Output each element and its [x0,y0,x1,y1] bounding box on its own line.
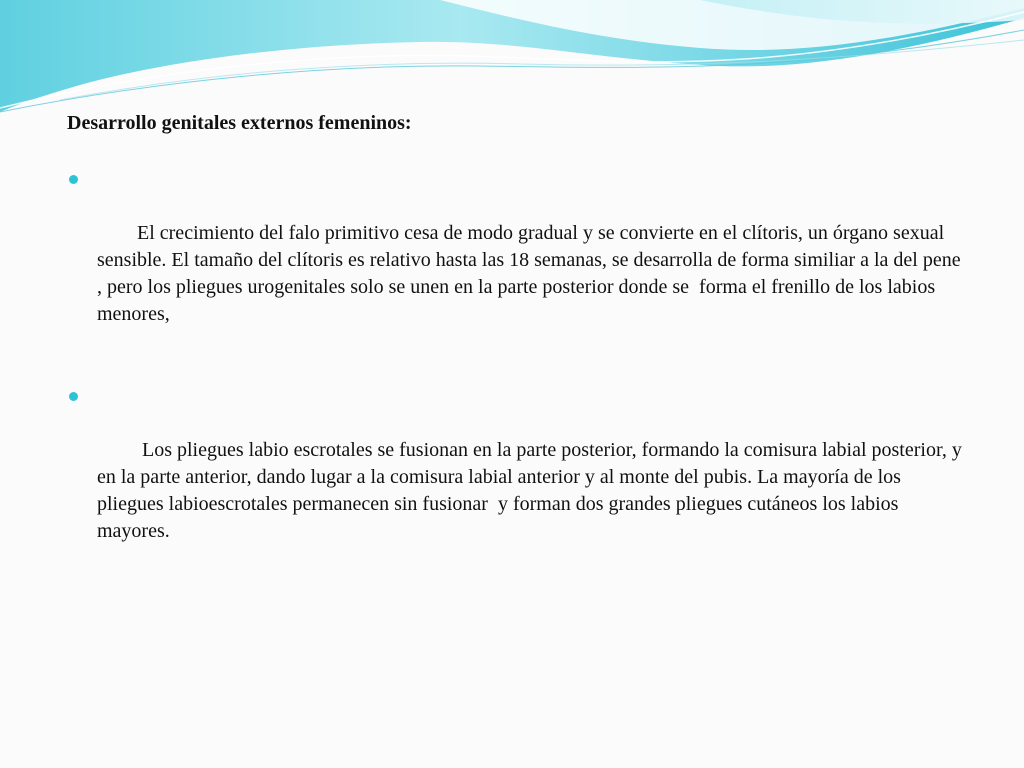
slide-content [67,108,967,600]
slide-title: Desarrollo genitales externos femeninos: [67,112,412,134]
bullet-dot-icon [69,392,78,401]
bullet-text-2: Los pliegues labio escrotales se fusionan en la parte posterior, formando la comisura labial posterior, y en la parte anterior, dando lugar a la comisura labial anterior y al monte del pubis. La mayoría de los pliegues labioescrotales permanecen sin fusionar y forman dos grandes pliegues cutáneos los labios mayores. [97,439,967,542]
bullet-item-2 [67,383,967,572]
bullet-dot-icon [69,175,78,184]
wave-header-decoration [0,0,1024,125]
bullet-text-1: El crecimiento del falo primitivo cesa de modo gradual y se convierte en el clítoris, un órgano sexual sensible. El tamaño del clítoris es relativo hasta las 18 semanas, se desarrolla de forma similiar a la del pene , pero los pliegues urogenitales solo se unen en la parte posterior donde se forma el frenillo de los labios menores, [97,222,966,325]
bullet-item-1 [67,166,967,355]
bullet-list [67,166,967,572]
